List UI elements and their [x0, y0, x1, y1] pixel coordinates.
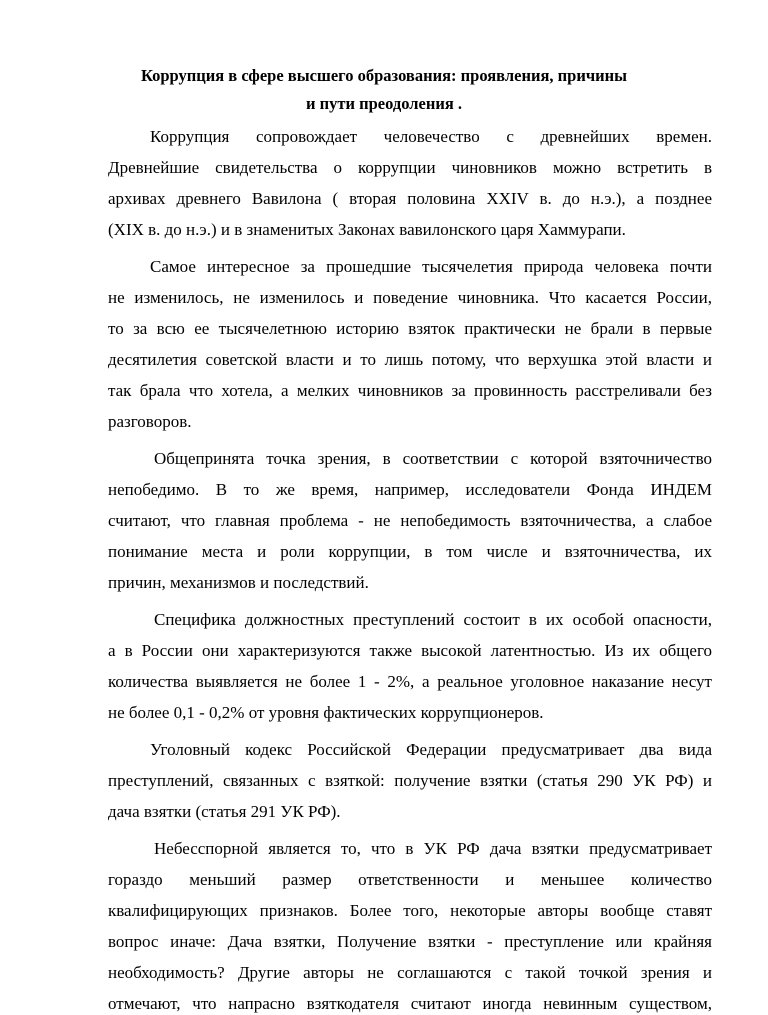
text-line: Коррупция сопровождает человечество с древнейших времен.: [150, 127, 712, 146]
text-line: десятилетия советской власти и то лишь потому, что верхушка этой власти и: [108, 350, 712, 369]
text-line: разговоров.: [108, 412, 192, 431]
text-line: квалифицирующих признаков. Более того, некоторые авторы вообще ставят: [108, 901, 712, 920]
text-line: архивах древнего Вавилона ( вторая половина XXIV в. до н.э.), а позднее: [108, 189, 712, 208]
text-line: считают, что главная проблема - не непобедимость взяточничества, а слабое: [108, 511, 712, 530]
text-line: Древнейшие свидетельства о коррупции чиновников можно встретить в: [108, 158, 712, 177]
text-line: Небесспорной является то, что в УК РФ дача взятки предусматривает: [154, 839, 712, 858]
text-line: так брала что хотела, а мелких чиновников за провинность расстреливали без: [108, 381, 712, 400]
document-title-line-2: и пути преодоления .: [305, 94, 463, 113]
text-line: понимание места и роли коррупции, в том числе и взяточничества, их: [108, 542, 712, 561]
text-line: преступлений, связанных с взяткой: получение взятки (статья 290 УК РФ) и: [108, 771, 712, 790]
text-line: Уголовный кодекс Российской Федерации предусматривает два вида: [150, 740, 712, 759]
text-line: (XIX в. до н.э.) и в знаменитых Законах вавилонского царя Хаммурапи.: [108, 220, 626, 239]
text-line: а в России они характеризуются также высокой латентностью. Из их общего: [108, 641, 712, 660]
text-line: не более 0,1 - 0,2% от уровня фактических коррупционеров.: [108, 703, 544, 722]
text-line: необходимость? Другие авторы не соглашаются с такой точкой зрения и: [108, 963, 712, 982]
text-line: дача взятки (статья 291 УК РФ).: [108, 802, 341, 821]
text-line: отмечают, что напрасно взяткодателя считают иногда невинным существом,: [108, 994, 712, 1013]
text-line: вопрос иначе: Дача взятки, Получение взятки - преступление или крайняя: [108, 932, 712, 951]
text-line: Общепринята точка зрения, в соответствии с которой взяточничество: [154, 449, 712, 468]
text-line: непобедимо. В то же время, например, исследователи Фонда ИНДЕМ: [108, 480, 712, 499]
document-title-line-1: Коррупция в сфере высшего образования: проявления, причины: [140, 66, 628, 85]
text-line: то за всю ее тысячелетнюю историю взяток практически не брали в первые: [108, 319, 712, 338]
text-line: количества выявляется не более 1 - 2%, а реальное уголовное наказание несут: [108, 672, 712, 691]
text-line: гораздо меньший размер ответственности и меньшее количество: [108, 870, 712, 889]
text-line: не изменилось, не изменилось и поведение чиновника. Что касается России,: [108, 288, 712, 307]
text-line: Самое интересное за прошедшие тысячелетия природа человека почти: [150, 257, 712, 276]
text-line: Специфика должностных преступлений состоит в их особой опасности,: [154, 610, 712, 629]
text-line: причин, механизмов и последствий.: [108, 573, 369, 592]
